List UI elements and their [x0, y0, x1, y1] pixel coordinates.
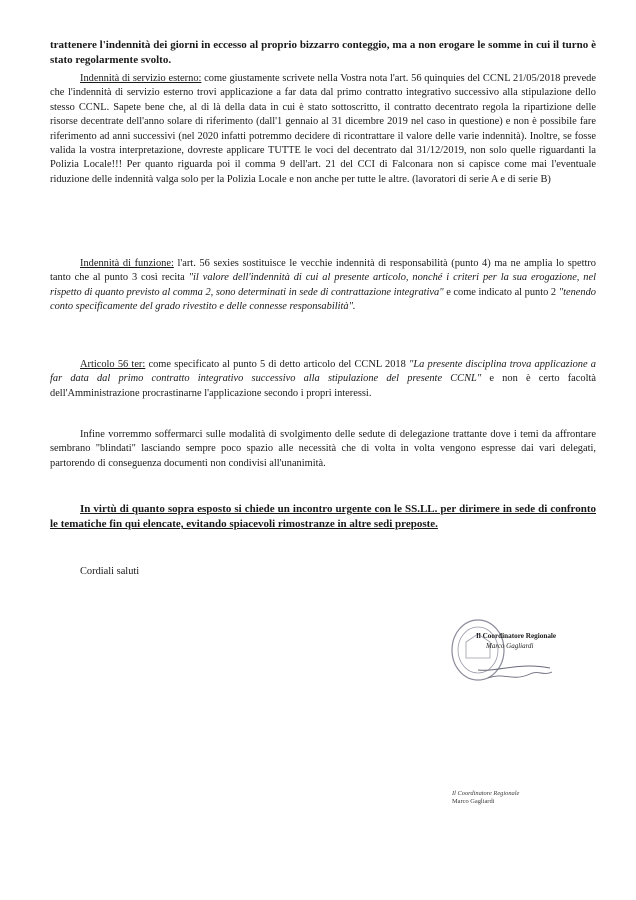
body-56ter-2: e non è certo facoltà dell'Amministrazione procrastinarne l'applicazione secondo i propri interessi.	[50, 373, 596, 399]
quote-56ter: "La presente disciplina trova applicazione a far data dal primo contratto integrativo successivo alla stipulazione del presente CCNL"	[50, 359, 597, 385]
paragraph-servizio-esterno	[50, 72, 596, 187]
paragraph-intro-continuation: trattenere l'indennità dei giorni in eccesso al proprio bizzarro conteggio, ma a non erogare le somme in cui il turno è stato regolarmente svolto.	[50, 39, 596, 66]
heading-servizio-esterno: Indennità di servizio esterno:	[80, 73, 202, 84]
heading-indennita-funzione: Indennità di funzione:	[80, 258, 174, 269]
heading-articolo-56-ter: Articolo 56 ter:	[80, 359, 146, 370]
quote-funzione-2: "tenendo conto specificamente del grado rivestito e delle connesse responsabilità".	[50, 286, 596, 313]
body-56ter-1: come specificato al punto 5 di detto articolo del CCNL 2018	[145, 359, 409, 370]
body-funzione-2: e come indicato al punto 2	[443, 286, 559, 298]
signature-bottom-title: Il Coordinatore Regionale	[452, 790, 520, 797]
signature-bottom-name: Marco Gagliardi	[452, 798, 495, 805]
signature-name: Marco Gagliardi	[486, 642, 534, 650]
signature-title: Il Coordinatore Regionale	[476, 632, 557, 640]
paragraph-indennita-funzione	[50, 257, 596, 315]
paragraph-richiesta-incontro: In virtù di quanto sopra esposto si chiede un incontro urgente con le SS.LL. per dirimere in sede di confronto le tematiche fin qui elencate, evitando spiacevoli rimostranze in altre sedi preposte.	[50, 503, 596, 530]
closing-greeting: Cordiali saluti	[80, 566, 140, 577]
quote-funzione-1: "il valore dell'indennità di cui al presente articolo, nonché i criteri per la sua erogazione, nel rispetto di quanto previsto al comma 2, sono determinati in sede di contrattazione integrativa"	[50, 272, 596, 298]
paragraph-articolo-56-ter	[50, 358, 596, 401]
paragraph-sedute-delegazione: Infine vorremmo soffermarci sulle modalità di svolgimento delle sedute di delegazione trattante dove i temi da affrontare sembrano "blindati" lasciando sempre poco spazio alle necessità che di volta in volta vengono espresse dai vari delegati, partorendo di conseguenza documenti non condivisi all'unanimità.	[50, 429, 596, 469]
body-funzione-1: l'art. 56 sexies sostituisce le vecchie indennità di responsabilità (punto 4) ma ne amplia lo spettro tanto che al punto 3 così recita	[50, 258, 597, 284]
signature-bottom-block	[452, 790, 602, 806]
body-servizio-esterno: come giustamente scrivete nella Vostra nota l'art. 56 quinquies del CCNL 21/05/2018 prevede che l'indennità di servizio esterno trovi applicazione a far data dal primo contratto integrativo successivo alla stipulazione dello stesso CCNL. Sapete bene che, al di là della data in cui è stato sottoscritto, il contratto decentrato regola la ripartizione delle risorse decentrate dell'anno solare di riferimento (dall'1 gennaio al 31 dicembre 2019 nel caso in questione) e non è possibile fare riferimento ad anni successivi (nel 2020 infatti potremmo decidere di ricontrattare il valore delle varie indennità). Inoltre, se fosse valida la vostra interpretazione, dovreste applicare TUTTE le voci del decentrato dal 31/12/2019, non solo quelle riguardanti la Polizia Locale!!! Per quanto riguarda poi il comma 9 dell'art. 21 del CCI di Falconara non si capisce come mai l'eventuale riduzione delle indennità valga solo per la Polizia Locale e non anche per tutte le altre. (lavoratori di serie A e di serie B)	[50, 73, 596, 185]
